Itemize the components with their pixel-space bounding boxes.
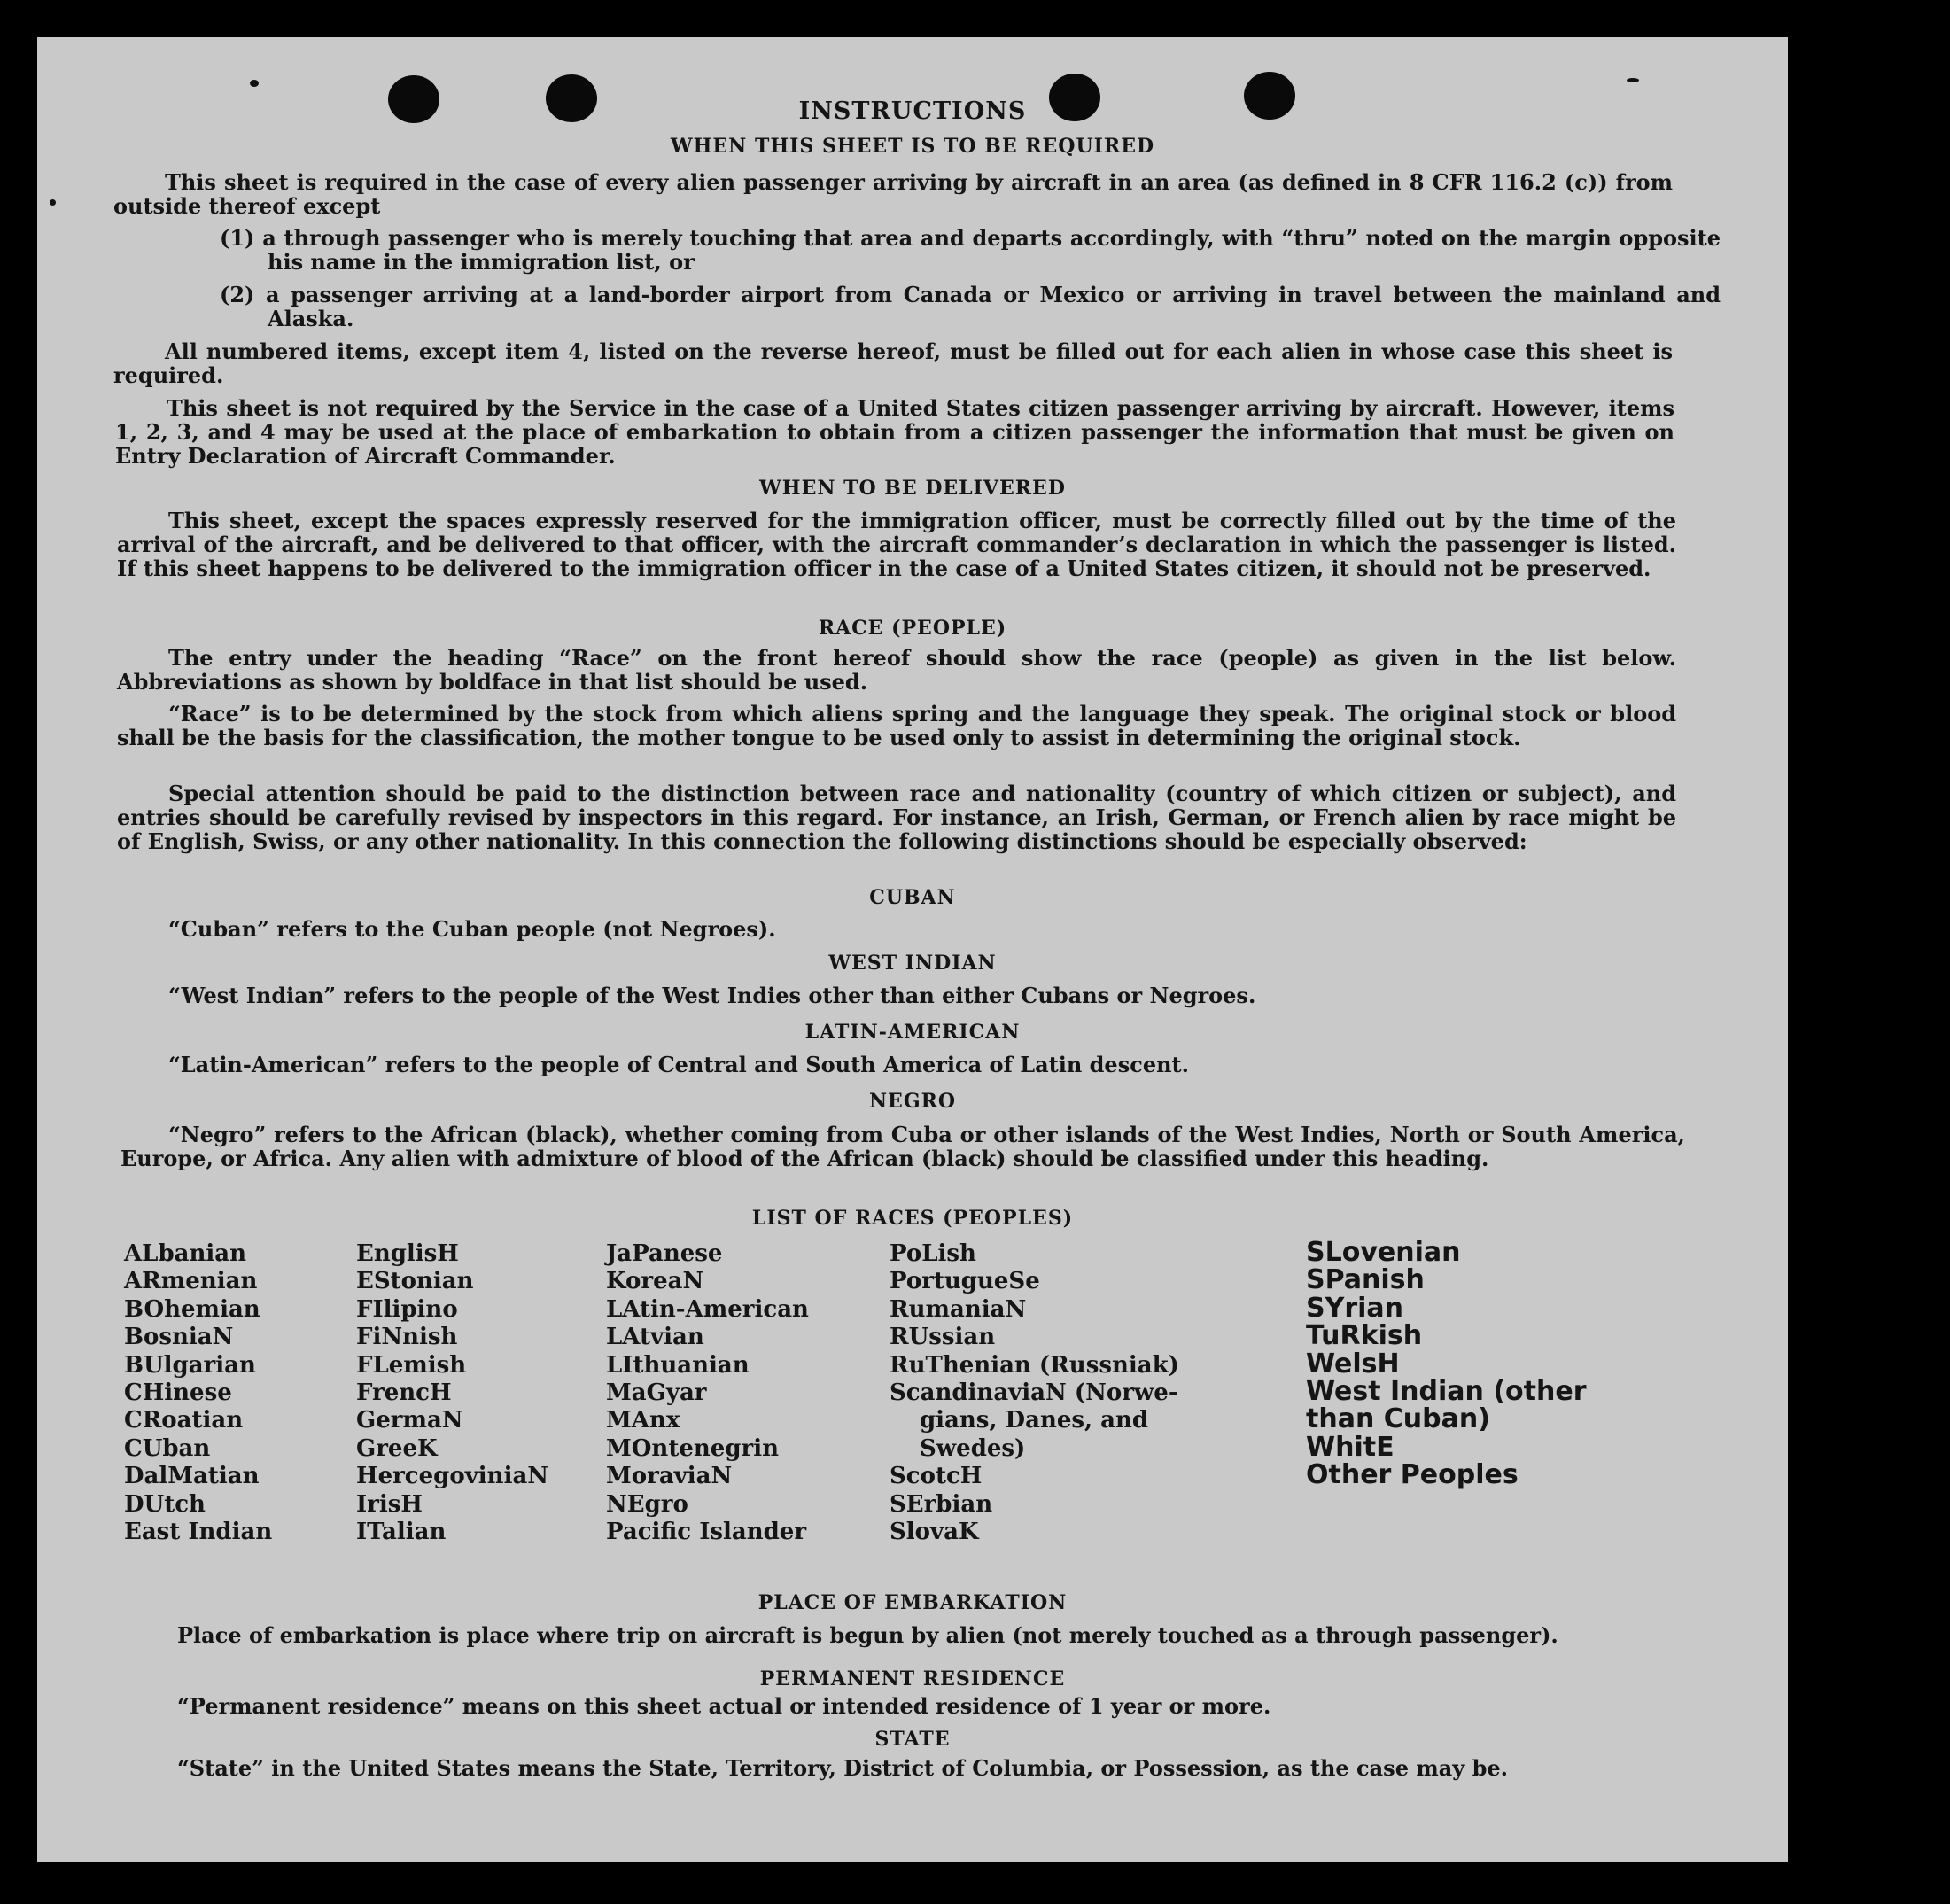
race-entry: gians, Danes, and <box>920 1407 1149 1434</box>
speck <box>1627 78 1639 82</box>
definition: Place of embarkation is place where trip on aircraft is begun by alien (not merely touched as a through passenger). <box>177 1622 1558 1648</box>
definition: “State” in the United States means the State, Territory, District of Columbia, or Possession, as the case may be. <box>177 1755 1508 1781</box>
race-entry: LIthuanian <box>606 1351 750 1379</box>
race-entry: ALbanian <box>124 1240 247 1267</box>
paragraph: This sheet is not required by the Service in the case of a United States citizen passenger arriving by aircraft. However, items 1, 2, 3, and 4 may be used at the place of embarkation to obtain from a citizen passenger the information that must be given on Entry Declaration of Aircraft Commander. <box>115 395 1674 469</box>
race-entry: CRoatian <box>124 1407 244 1434</box>
race-entry: MaGyar <box>606 1379 707 1407</box>
speck <box>50 199 56 206</box>
race-entry: RumaniaN <box>890 1295 1027 1323</box>
race-entry: NEgro <box>606 1490 688 1518</box>
race-entry: ScotcH <box>890 1463 983 1490</box>
speck <box>250 80 259 87</box>
race-entry: West Indian (other <box>1306 1376 1587 1408</box>
race-entry: FLemish <box>356 1351 467 1379</box>
race-entry: SYrian <box>1306 1292 1404 1324</box>
exception-item: (2) a passenger arriving at a land-border airport from Canada or Mexico or arriving in travel between the mainland and Alaska. <box>220 282 1721 331</box>
race-entry: EStonian <box>356 1268 474 1295</box>
race-entry: CHinese <box>124 1379 232 1407</box>
section-heading: WHEN THIS SHEET IS TO BE REQUIRED <box>670 135 1155 158</box>
definition: “West Indian” refers to the people of the West Indies other than either Cubans or Negroes. <box>168 983 1256 1008</box>
section-heading: LIST OF RACES (PEOPLES) <box>751 1207 1074 1230</box>
section-heading: PLACE OF EMBARKATION <box>757 1591 1068 1614</box>
race-entry: MOntenegrin <box>606 1434 779 1462</box>
race-entry: SErbian <box>890 1490 993 1518</box>
race-entry: RUssian <box>890 1324 996 1351</box>
definition: “Permanent residence” means on this sheet actual or intended residence of 1 year or more. <box>177 1693 1271 1719</box>
page-title: INSTRUCTIONS <box>798 97 1027 125</box>
exception-item: (1) a through passenger who is merely touching that area and departs accordingly, with “thru” noted on the margin opposite his name in the immigration list, or <box>220 225 1721 275</box>
race-entry: EnglisH <box>356 1240 459 1267</box>
race-entry: PoLish <box>890 1240 976 1267</box>
race-entry: CUban <box>124 1434 211 1462</box>
paragraph: All numbered items, except item 4, listed on the reverse hereof, must be filled out for each alien in whose case this sheet is required. <box>113 338 1673 388</box>
race-entry: East Indian <box>124 1519 273 1546</box>
section-heading: RACE (PEOPLE) <box>818 617 1007 640</box>
section-heading: NEGRO <box>868 1090 957 1113</box>
race-entry: WhitE <box>1306 1431 1395 1463</box>
race-entry: Pacific Islander <box>606 1519 807 1546</box>
race-entry: KoreaN <box>606 1268 704 1295</box>
definition: “Latin-American” refers to the people of Central and South America of Latin descent. <box>168 1052 1189 1077</box>
race-entry: JaPanese <box>606 1240 723 1267</box>
race-entry: IrisH <box>356 1490 423 1518</box>
race-column-1 <box>124 1240 272 1546</box>
race-entry: GreeK <box>356 1434 438 1462</box>
paragraph: The entry under the heading “Race” on the front hereof should show the race (people) as given in the list below. Abbreviations as shown by boldface in that list should be used. <box>117 645 1676 695</box>
race-entry: BOhemian <box>124 1295 260 1323</box>
race-column-3 <box>606 1240 809 1546</box>
race-entry: GermaN <box>356 1407 463 1434</box>
race-entry: FiNnish <box>356 1324 458 1351</box>
race-column-2 <box>356 1240 548 1546</box>
race-entry: SPanish <box>1306 1264 1425 1296</box>
race-entry: PortugueSe <box>890 1268 1040 1295</box>
definition: “Negro” refers to the African (black), whether coming from Cuba or other islands of the West Indies, North or South America, Europe, or Africa. Any alien with admixture of blood of the African (black) should be classified under this heading. <box>120 1122 1685 1171</box>
paragraph: “Race” is to be determined by the stock from which aliens spring and the language they speak. The original stock or blood shall be the basis for the classification, the mother tongue to be used only to assist in determining the original stock. <box>117 701 1676 750</box>
race-entry: Other Peoples <box>1306 1459 1519 1491</box>
race-entry: Swedes) <box>920 1434 1026 1462</box>
document-sheet <box>37 37 1788 1862</box>
section-heading: WHEN TO BE DELIVERED <box>759 477 1066 500</box>
race-entry: MoraviaN <box>606 1463 733 1490</box>
race-entry: SLovenian <box>1306 1237 1461 1268</box>
section-heading: PERMANENT RESIDENCE <box>759 1667 1066 1690</box>
race-entry: BosniaN <box>124 1324 234 1351</box>
paragraph: This sheet is required in the case of every alien passenger arriving by aircraft in an area (as defined in 8 CFR 116.2 (c)) from outside thereof except <box>113 169 1673 219</box>
race-entry: BUlgarian <box>124 1351 256 1379</box>
race-entry: MAnx <box>606 1407 680 1434</box>
paragraph: This sheet, except the spaces expressly reserved for the immigration officer, must be correctly filled out by the time of the arrival of the aircraft, and be delivered to that officer, with the aircraft commander’s declaration in which the passenger is listed. If this sheet happens to be delivered to the immigration officer in the case of a United States citizen, it should not be preserved. <box>117 508 1676 581</box>
race-entry: TuRkish <box>1306 1320 1423 1352</box>
race-entry: LAtin-American <box>606 1295 809 1323</box>
section-heading: STATE <box>874 1728 951 1751</box>
race-entry: LAtvian <box>606 1324 704 1351</box>
race-entry: ScandinaviaN (Norwe- <box>890 1379 1178 1407</box>
race-entry: SlovaK <box>890 1519 979 1546</box>
race-entry: DUtch <box>124 1490 206 1518</box>
section-heading: LATIN-AMERICAN <box>804 1021 1021 1044</box>
section-heading: WEST INDIAN <box>828 952 997 975</box>
paragraph: Special attention should be paid to the distinction between race and nationality (country of which citizen or subject), and entries should be carefully revised by inspectors in this regard. For instance, an Irish, German, or French alien by race might be of English, Swiss, or any other nationality. In this connection the following distinctions should be especially observed: <box>117 781 1676 854</box>
race-entry: FIlipino <box>356 1295 458 1323</box>
race-entry: than Cuban) <box>1306 1403 1490 1435</box>
race-entry: RuThenian (Russniak) <box>890 1351 1179 1379</box>
race-entry: DalMatian <box>124 1463 260 1490</box>
definition: “Cuban” refers to the Cuban people (not Negroes). <box>168 916 776 942</box>
race-entry: FrencH <box>356 1379 452 1407</box>
race-column-4 <box>890 1240 1179 1546</box>
race-entry: HercegoviniaN <box>356 1463 549 1490</box>
race-entry: WelsH <box>1306 1348 1400 1379</box>
race-entry: ITalian <box>356 1519 447 1546</box>
race-column-5 <box>1306 1239 1587 1489</box>
race-entry: ARmenian <box>124 1268 258 1295</box>
section-heading: CUBAN <box>869 886 956 909</box>
